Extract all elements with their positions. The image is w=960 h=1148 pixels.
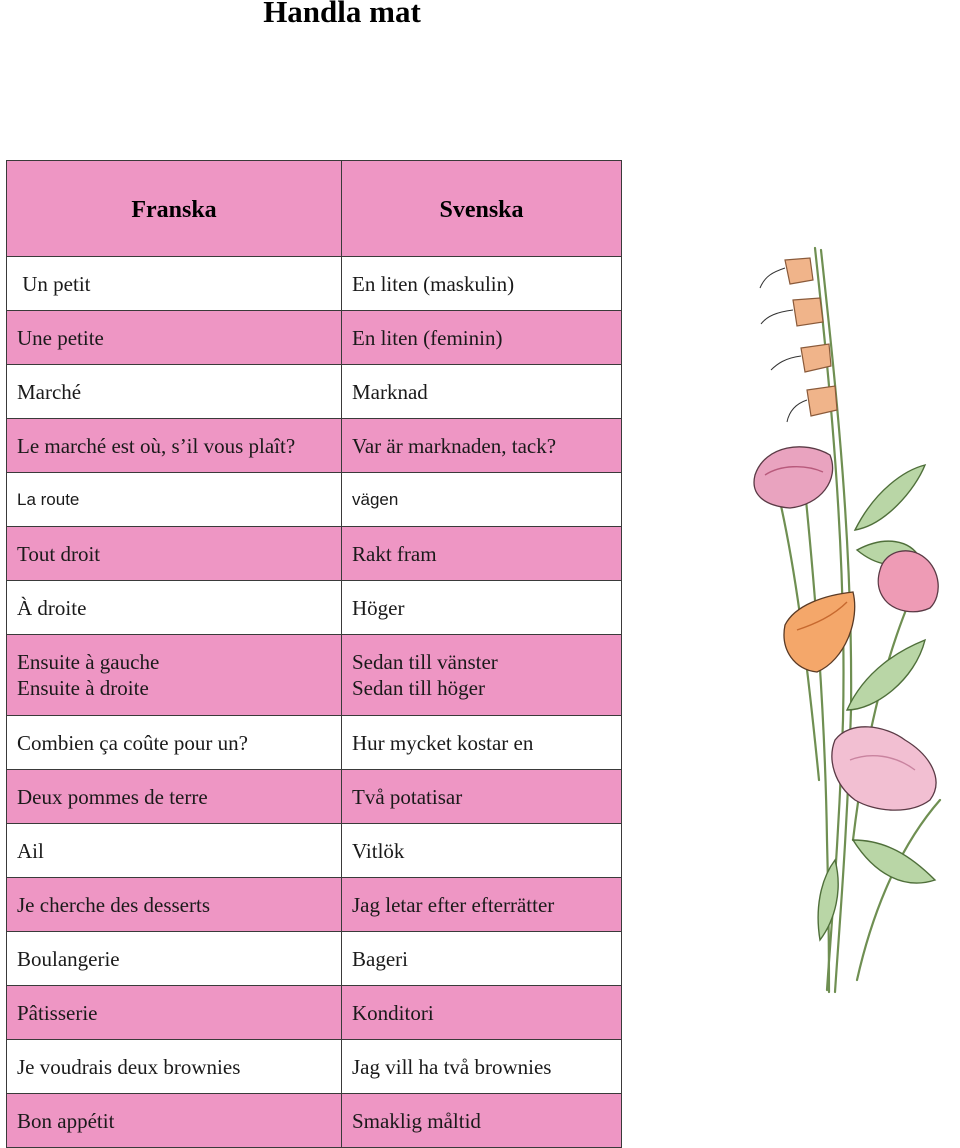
french-cell: Combien ça coûte pour un? [7,716,342,770]
swedish-cell: Jag letar efter efterrätter [342,878,622,932]
table-row [7,986,622,1040]
french-cell: La route [7,473,342,527]
french-cell: Deux pommes de terre [7,770,342,824]
table-row [7,527,622,581]
table-row [7,716,622,770]
column-header-swedish: Svenska [342,161,622,257]
swedish-cell: Konditori [342,986,622,1040]
swedish-cell: En liten (maskulin) [342,257,622,311]
table-row [7,824,622,878]
table-header-row [7,161,622,257]
table-row [7,473,622,527]
table-row [7,932,622,986]
french-cell: Je voudrais deux brownies [7,1040,342,1094]
french-cell: Une petite [7,311,342,365]
french-cell: À droite [7,581,342,635]
table-row [7,770,622,824]
swedish-cell: Bageri [342,932,622,986]
french-cell: Pâtisserie [7,986,342,1040]
french-cell: Ail [7,824,342,878]
swedish-cell: En liten (feminin) [342,311,622,365]
swedish-cell [342,635,622,716]
table-row [7,311,622,365]
swedish-cell: Jag vill ha två brownies [342,1040,622,1094]
swedish-cell: vägen [342,473,622,527]
table-row [7,257,622,311]
table-row [7,365,622,419]
vocabulary-table [6,160,622,1148]
swedish-cell: Smaklig måltid [342,1094,622,1148]
french-cell [7,635,342,716]
french-cell: Bon appétit [7,1094,342,1148]
flower-bouquet-illustration [735,240,960,1000]
swedish-line: Sedan till höger [352,676,485,700]
table-row [7,1094,622,1148]
french-cell: Tout droit [7,527,342,581]
swedish-line: Sedan till vänster [352,650,498,674]
swedish-cell: Två potatisar [342,770,622,824]
french-cell: Marché [7,365,342,419]
swedish-cell: Marknad [342,365,622,419]
table-row [7,581,622,635]
swedish-cell: Höger [342,581,622,635]
swedish-cell: Rakt fram [342,527,622,581]
swedish-cell: Var är marknaden, tack? [342,419,622,473]
french-cell: Un petit [7,257,342,311]
table-row [7,1040,622,1094]
page-title: Handla mat [263,0,421,29]
french-cell: Je cherche des desserts [7,878,342,932]
swedish-cell: Vitlök [342,824,622,878]
french-line: Ensuite à droite [17,676,149,700]
swedish-cell: Hur mycket kostar en [342,716,622,770]
table-row [7,635,622,716]
french-cell: Boulangerie [7,932,342,986]
french-line: Ensuite à gauche [17,650,160,674]
column-header-french: Franska [7,161,342,257]
french-cell: Le marché est où, s’il vous plaît? [7,419,342,473]
table-row [7,878,622,932]
table-row [7,419,622,473]
